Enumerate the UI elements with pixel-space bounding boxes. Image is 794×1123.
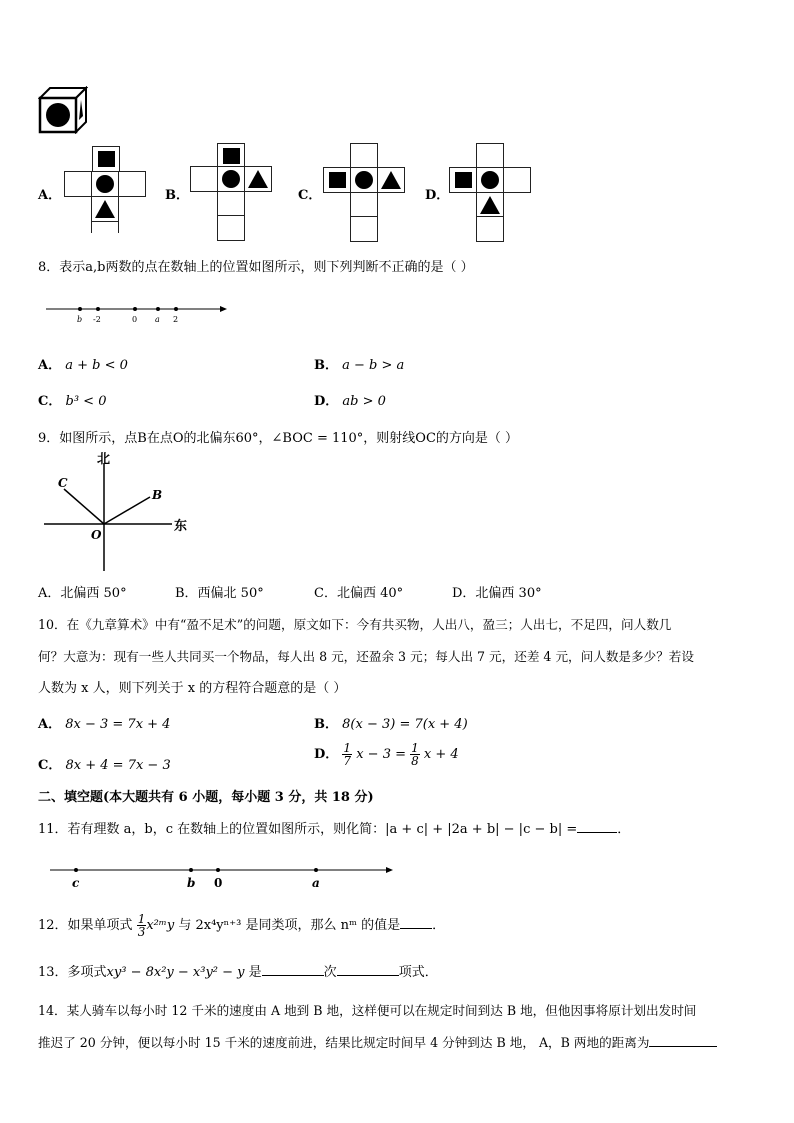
q14-line-2: 推迟了 20 分钟，便以每小时 15 千米的速度前进，结果比规定时间早 4 分钟到达 B 地， A，B 两地的距离为	[38, 1032, 717, 1051]
q7-option-a-label[interactable]: A．	[38, 188, 62, 203]
q9-option-a[interactable]: A．北偏西 50°	[38, 586, 127, 601]
q11-answer-blank[interactable]	[577, 820, 617, 833]
q8-axis-0: 0	[132, 315, 138, 324]
q9-option-b[interactable]: B．西偏北 50°	[175, 586, 264, 601]
q9-option-c[interactable]: C．北偏西 40°	[314, 586, 404, 601]
section-2-heading: 二、填空题(本大题共有 6 小题，每小题 3 分，共 18 分)	[38, 790, 374, 805]
q14-line-1: 14．某人骑车以每小时 12 千米的速度由 A 地到 B 地，这样便可以在规定时间到达 B 地，但他因事将原计划出发时间	[38, 1003, 697, 1018]
q7-option-b-label[interactable]: B．	[165, 188, 189, 203]
q14-answer-blank[interactable]	[649, 1034, 717, 1047]
q7-net-b[interactable]	[190, 143, 274, 239]
q11-axis-b: b	[187, 876, 196, 890]
q10-option-b[interactable]: B． 8(x − 3) = 7(x + 4)	[314, 717, 468, 732]
q8-option-b[interactable]: B． a − b > a	[314, 358, 405, 373]
q12-question: 12．如果单项式 $\frac{1}{3}$ x²ᵐy 与 2x⁴yⁿ⁺³ 是同类项，那么 nᵐ 的值是 ．	[38, 912, 446, 939]
q10-frac-1-7: $\frac{1}{7}$	[343, 741, 352, 768]
q8-option-a[interactable]: A． a + b < 0	[38, 358, 128, 373]
q7-option-d-label[interactable]: D．	[425, 188, 450, 203]
circle-icon	[355, 171, 373, 189]
q10-line-2: 何？大意为：现有一些人共同买一个物品，每人出 8 元，还盈余 3 元；每人出 7 元，还差 4 元，问人数是多少？若设	[38, 649, 694, 664]
q11-axis-c: c	[72, 876, 80, 890]
q9-option-d[interactable]: D．北偏西 30°	[452, 586, 542, 601]
q13-terms-blank[interactable]	[337, 963, 399, 976]
triangle-icon	[95, 200, 115, 218]
cube-figure	[38, 86, 88, 134]
q7-option-c-label[interactable]: C．	[298, 188, 322, 203]
q8-question: 8．表示a,b两数的点在数轴上的位置如图所示，则下列判断不正确的是（ ）	[38, 260, 474, 275]
q9-question: 9．如图所示，点B在点O的北偏东60°，∠BOC = 110°，则射线OC的方向是（ ）	[38, 431, 519, 446]
q10-option-a[interactable]: A． 8x − 3 = 7x + 4	[38, 717, 171, 732]
q13-degree-blank[interactable]	[262, 963, 324, 976]
triangle-icon	[480, 196, 500, 214]
q9-c-label: C	[58, 476, 68, 490]
q8-axis-b: b	[77, 315, 83, 324]
q10-line-1: 10．在《九章算术》中有“盈不足术”的问题，原文如下：今有共买物，人出八，盈三；人出七，不足四，问人数几	[38, 617, 672, 632]
square-icon	[98, 151, 115, 167]
q11-number-line	[48, 862, 396, 894]
q9-o-label: O	[91, 528, 102, 542]
q9-b-label: B	[152, 488, 163, 502]
q13-question: 13．多项式xy³ − 8x²y − x³y² − y 是 次 项式．	[38, 965, 438, 980]
q7-net-d[interactable]	[449, 143, 533, 241]
triangle-icon	[248, 170, 268, 188]
q8-option-d[interactable]: D． ab > 0	[314, 394, 386, 409]
q10-line-3: 人数为 x 人，则下列关于 x 的方程符合题意的是（ ）	[38, 681, 347, 696]
circle-icon	[96, 175, 114, 193]
q12-fraction: $\frac{1}{3}$	[137, 912, 146, 939]
q10-option-c[interactable]: C． 8x + 4 = 7x − 3	[38, 758, 171, 773]
q9-east-label: 东	[174, 519, 188, 534]
circle-icon	[222, 170, 240, 188]
q8-axis-a: a	[155, 315, 160, 324]
square-icon	[329, 172, 346, 188]
q8-axis-neg2: -2	[93, 315, 101, 324]
q8-number-line	[44, 300, 229, 328]
square-icon	[223, 148, 240, 164]
triangle-icon	[381, 171, 401, 189]
q7-net-a[interactable]	[64, 146, 176, 232]
circle-icon	[481, 171, 499, 189]
q11-axis-0: 0	[214, 876, 223, 890]
q10-option-d[interactable]: D． $\frac{1}{7}$ x − 3 = $\frac{1}{8}$ x + 4	[314, 741, 459, 768]
q12-answer-blank[interactable]	[400, 916, 432, 929]
q10-frac-1-8: $\frac{1}{8}$	[411, 741, 419, 768]
q11-question: 11．若有理数 a，b，c 在数轴上的位置如图所示，则化简：|a + c| + |2a + b| − |c − b| = ．	[38, 822, 631, 837]
q8-option-c[interactable]: C． b³ < 0	[38, 394, 107, 409]
q9-direction-figure	[40, 451, 200, 575]
q8-axis-2: 2	[173, 315, 179, 324]
q11-axis-a: a	[312, 876, 320, 890]
q7-net-c[interactable]	[323, 143, 407, 241]
square-icon	[455, 172, 472, 188]
q9-north-label: 北	[97, 452, 111, 467]
